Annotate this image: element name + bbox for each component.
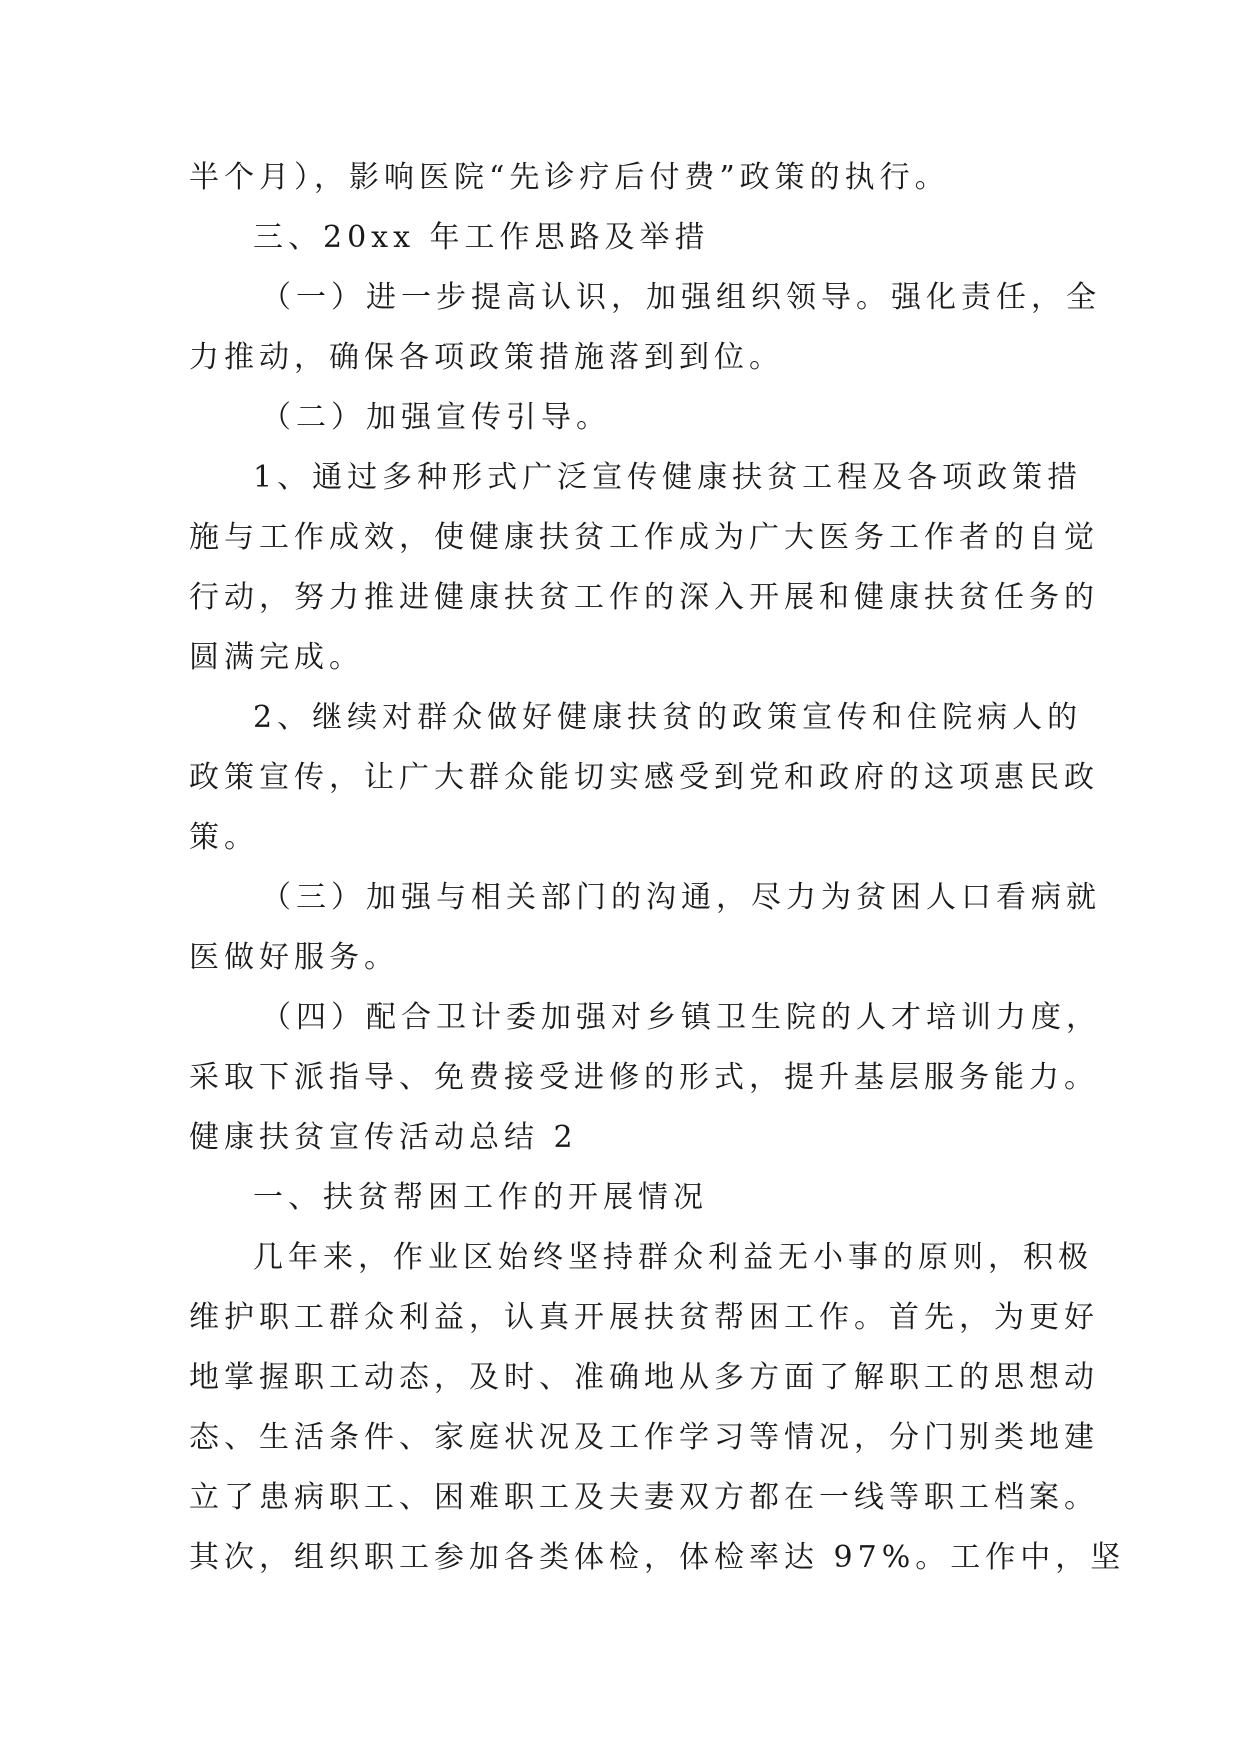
text-line: （一）进一步提高认识，加强组织领导。强化责任，全 bbox=[261, 280, 1101, 315]
text-line: 立了患病职工、困难职工及夫妻双方都在一线等职工档案。 bbox=[189, 1480, 1099, 1515]
section-heading: 一、扶贫帮困工作的开展情况 bbox=[253, 1180, 708, 1215]
text-line: 态、生活条件、家庭状况及工作学习等情况，分门别类地建 bbox=[189, 1420, 1099, 1455]
text-line: 医做好服务。 bbox=[189, 940, 399, 975]
text-line: 力推动，确保各项政策措施落到到位。 bbox=[189, 340, 784, 375]
text-line: 2、继续对群众做好健康扶贫的政策宣传和住院病人的 bbox=[253, 700, 1083, 735]
text-line: 1、通过多种形式广泛宣传健康扶贫工程及各项政策措 bbox=[253, 460, 1083, 495]
text-line: 维护职工群众利益，认真开展扶贫帮困工作。首先，为更好 bbox=[189, 1300, 1099, 1335]
text-line: 采取下派指导、免费接受进修的形式，提升基层服务能力。 bbox=[189, 1060, 1099, 1095]
text-line: 施与工作成效，使健康扶贫工作成为广大医务工作者的自觉 bbox=[189, 520, 1099, 555]
section-heading: 三、20xx 年工作思路及举措 bbox=[253, 220, 710, 255]
text-line: 行动，努力推进健康扶贫工作的深入开展和健康扶贫任务的 bbox=[189, 580, 1099, 615]
text-line: 策。 bbox=[189, 820, 259, 855]
text-line: 几年来，作业区始终坚持群众利益无小事的原则，积极 bbox=[253, 1240, 1093, 1275]
text-line: （三）加强与相关部门的沟通，尽力为贫困人口看病就 bbox=[261, 880, 1101, 915]
text-line: （四）配合卫计委加强对乡镇卫生院的人才培训力度， bbox=[261, 1000, 1101, 1035]
text-line: 政策宣传，让广大群众能切实感受到党和政府的这项惠民政 bbox=[189, 760, 1099, 795]
text-line: 圆满完成。 bbox=[189, 640, 364, 675]
subsection-heading: （二）加强宣传引导。 bbox=[261, 400, 611, 435]
text-line: 其次，组织职工参加各类体检，体检率达 97%。工作中，坚 bbox=[189, 1540, 1126, 1575]
text-line: 半个月），影响医院“先诊疗后付费”政策的执行。 bbox=[189, 160, 950, 195]
text-line: 地掌握职工动态，及时、准确地从多方面了解职工的思想动 bbox=[189, 1360, 1099, 1395]
document-title: 健康扶贫宣传活动总结 2 bbox=[189, 1120, 578, 1155]
